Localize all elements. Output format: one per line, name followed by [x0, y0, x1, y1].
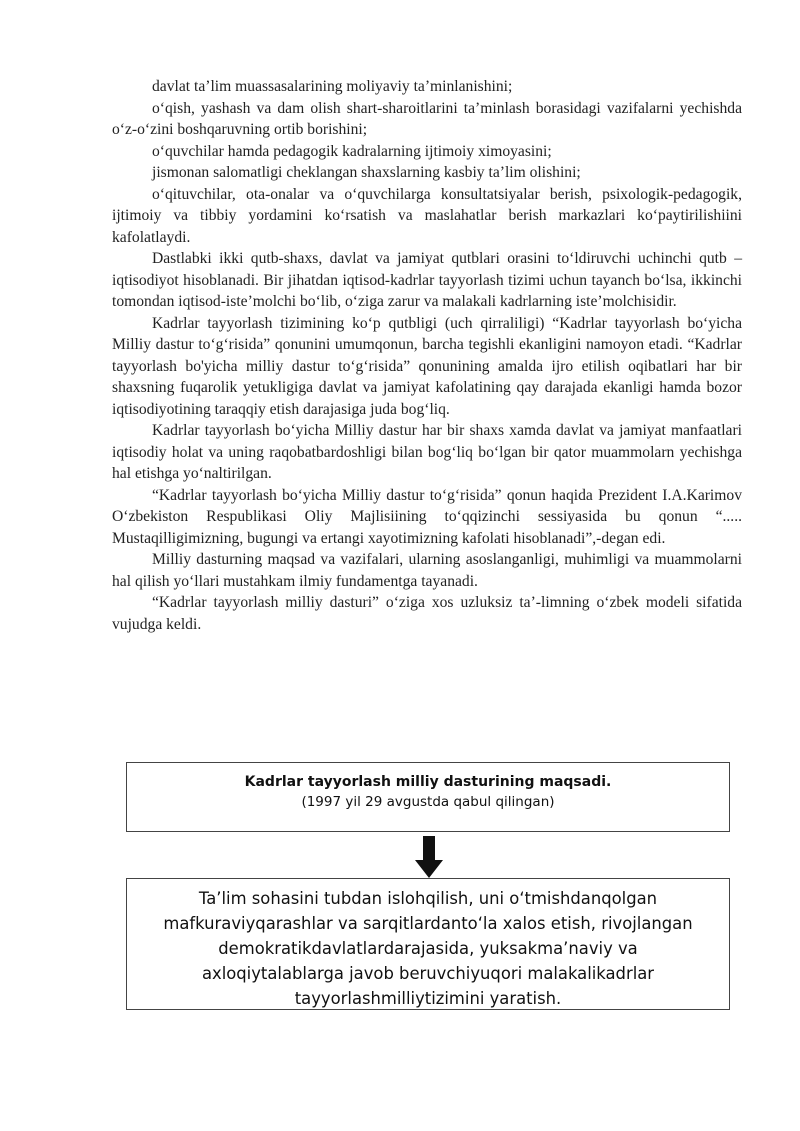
paragraph: o‘quvchilar hamda pedagogik kadralarning ijtimoiy ximoyasini;: [152, 142, 552, 160]
paragraph: davlat ta’lim muassasalarining moliyaviy ta’minlanishini;: [152, 78, 513, 95]
diagram-result-box: [126, 878, 730, 1010]
paragraph: o‘qituvchilar, ota-onalar va o‘quvchilarga konsultatsiyalar berish, psixologik-pedagogik, ijtimoiy va tibbiy yordamini ko‘rsatish va maslahatlar berish markazlari ko‘paytirilishiini kafolatlaydi.: [112, 185, 742, 246]
paragraph: Kadrlar tayyorlash bo‘yicha Milliy dastur har bir shaxs xamda davlat va jamiyat manfaatlari iqtisodiy holat va uning raqobatbardoshligi bilan bog‘liq bo‘lgan bir qator muammolarn yechishga hal etishga yo‘naltirilgan.: [112, 422, 742, 482]
document-body: [112, 76, 742, 635]
paragraph: Kadrlar tayyorlash tizimining ko‘p qutbligi (uch qirraliligi) “Kadrlar tayyorlash bo‘yicha Milliy dastur to‘g‘risida” qonunini umumqonun, barcha tegishli ekanligini namoyon etadi. “Kadrlar tayyorlash bo'yicha milliy dastur to‘g‘risida” qonunining amalda ijro etilish oqibatlari har bir shaxsning fuqarolik yetukligiga davlat va jamiyat kafolatining qay darajada ekanligi hamda bozor iqtisodiyotining taraqqiy etish darajasiga juda bog‘liq.: [112, 314, 742, 418]
arrow-down-icon: [414, 836, 444, 878]
diagram-goal-box: [126, 762, 730, 832]
diagram-goal-title: Kadrlar tayyorlash milliy dasturining maqsadi.: [244, 774, 612, 790]
diagram-result-line: demokratikdavlatlardarajasida, yuksakma’naviy va: [218, 939, 638, 958]
diagram-result-line: Ta’lim sohasini tubdan islohqilish, uni o‘tmishdanqolgan: [198, 889, 658, 908]
diagram-result-line: tayyorlashmilliytizimini yaratish.: [294, 989, 562, 1008]
paragraph: “Kadrlar tayyorlash milliy dasturi” o‘ziga xos uzluksiz ta’-limning o‘zbek modeli sifatida vujudga keldi.: [112, 594, 742, 633]
diagram-result-line: mafkuraviyqarashlar va sarqitlardanto‘la xalos etish, rivojlangan: [163, 914, 693, 933]
diagram-result-line: axloqiytalablarga javob beruvchiyuqori malakalikadrlar: [201, 964, 655, 983]
paragraph: o‘qish, yashash va dam olish shart-sharoitlarini ta’minlash borasidagi vazifalarni yechishda o‘z-o‘zini boshqaruvning ortib borishini;: [112, 99, 742, 138]
paragraph: jismonan salomatligi cheklangan shaxslarning kasbiy ta’lim olishini;: [152, 164, 581, 181]
diagram-goal-subtitle: (1997 yil 29 avgustda qabul qilingan): [301, 794, 555, 810]
paragraph: Milliy dasturning maqsad va vazifalari, ularning asoslanganligi, muhimligi va muammolarni hal qilish yo‘llari mustahkam ilmiy fundamentga tayanadi.: [112, 551, 742, 590]
paragraph: “Kadrlar tayyorlash bo‘yicha Milliy dastur to‘g‘risida” qonun haqida Prezident I.A.Karimov O‘zbekiston Respublikasi Oliy Majlisiining to‘qqizinchi sessiyasida bu qonun “..... Mustaqilligimizning, bugungi va ertangi xayotimizning kafolati hisoblanadi”,-degan edi.: [112, 486, 742, 547]
paragraph: Dastlabki ikki qutb-shaxs, davlat va jamiyat qutblari orasini to‘ldiruvchi uchinchi qutb –iqtisodiyot hisoblanadi. Bir jihatdan iqtisod-kadrlar tayyorlash tizimi uchun tayanch bo‘lsa, ikkinchi tomondan iqtisod-iste’molchi bo‘lib, o‘ziga zarur va malakali kadrlarning iste’molchisidir.: [112, 250, 742, 310]
